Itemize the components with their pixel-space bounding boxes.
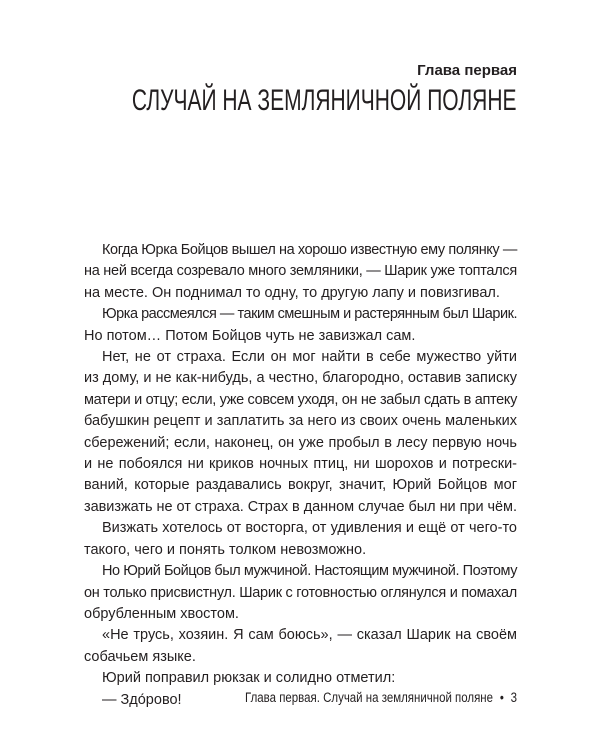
running-title: Глава первая. Случай на земляничной поляне bbox=[244, 690, 493, 705]
paragraph bbox=[84, 347, 517, 518]
text-line: — Здо́рово! bbox=[102, 691, 182, 708]
text-line: бабушкин рецепт и заплатить за него из своих очень маленьких bbox=[84, 413, 517, 430]
text-line: он только присвистнул. Шарик с готовностью оглянулся и помахал bbox=[84, 584, 517, 601]
text-line: Юрий поправил рюкзак и солидно отметил: bbox=[102, 670, 396, 687]
paragraph bbox=[84, 240, 517, 304]
text-line: Визжать хотелось от восторга, от удивления и ещё от чего-то bbox=[102, 520, 517, 537]
text-line: такого, чего и понять толком невозможно. bbox=[84, 541, 367, 558]
chapter-label: Глава первая bbox=[417, 62, 517, 79]
separator-bullet: • bbox=[499, 690, 504, 705]
text-line: обрубленным хвостом. bbox=[84, 605, 239, 622]
text-line: завизжать не от страха. Страх в данном случае был ни при чём. bbox=[84, 498, 517, 515]
page-number: 3 bbox=[510, 690, 517, 705]
text-line: из дому, и не как-нибудь, а честно, благородно, оставив записку bbox=[84, 370, 517, 387]
paragraph bbox=[84, 561, 517, 625]
paragraph bbox=[84, 625, 517, 668]
page-footer bbox=[245, 690, 517, 705]
text-line: Нет, не от страха. Если он мог найти в себе мужество уйти bbox=[102, 349, 517, 366]
text-line: на месте. Он поднимал то одну, то другую лапу и повизгивал. bbox=[84, 284, 500, 301]
text-line: собачьем языке. bbox=[84, 648, 196, 665]
body-text bbox=[84, 240, 517, 711]
text-line: на ней всегда созревало много земляники, — Шарик уже топтался bbox=[84, 263, 517, 280]
chapter-title: СЛУЧАЙ НА ЗЕМЛЯНИЧНОЙ ПОЛЯНЕ bbox=[132, 84, 517, 117]
text-line: Юрка рассмеялся — таким смешным и растерянным был Шарик. bbox=[102, 306, 517, 323]
text-line: сбережений; если, наконец, он уже пробыл в лесу первую ночь bbox=[84, 434, 517, 451]
text-line: Но Юрий Бойцов был мужчиной. Настоящим мужчиной. Поэтому bbox=[102, 563, 517, 580]
text-line: ваний, которые раздавались вокруг, значит, Юрий Бойцов мог bbox=[84, 477, 517, 494]
text-line: и не побоялся ни криков ночных птиц, ни шорохов и потрески- bbox=[84, 456, 517, 473]
text-line: Когда Юрка Бойцов вышел на хорошо известную ему полянку — bbox=[102, 242, 517, 258]
text-line: «Не трусь, хозяин. Я сам боюсь», — сказал Шарик на своём bbox=[102, 627, 517, 644]
paragraph bbox=[84, 668, 517, 689]
paragraph bbox=[84, 518, 517, 561]
paragraph bbox=[84, 304, 517, 347]
text-line: матери и отцу; если, уже совсем уходя, он не забыл сдать в аптеку bbox=[84, 391, 517, 408]
text-line: Но потом… Потом Бойцов чуть не завизжал сам. bbox=[84, 327, 416, 344]
